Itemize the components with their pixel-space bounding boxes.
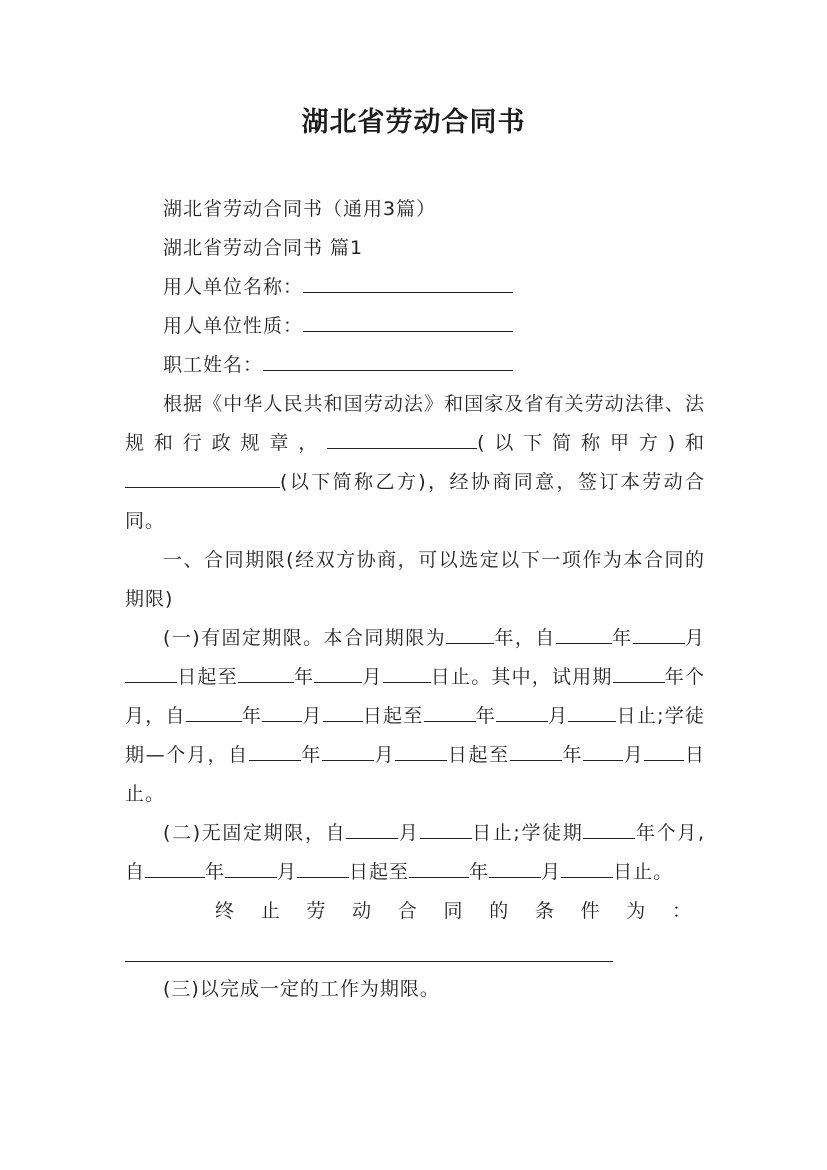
text-run: 日起至 bbox=[447, 744, 510, 766]
fill-blank bbox=[446, 619, 494, 644]
text-run: 日止。 bbox=[613, 861, 674, 883]
fill-blank bbox=[395, 736, 447, 761]
text-run: 日起至 bbox=[349, 861, 410, 883]
fill-blank bbox=[249, 736, 301, 761]
text-run: (一)有固定期限。本合同期限为 bbox=[163, 627, 447, 649]
field-employer-name bbox=[125, 268, 705, 307]
text-run: 年 bbox=[241, 705, 263, 727]
text-run: 年 bbox=[293, 666, 315, 688]
text-run: 根据《中华人民共和国劳动法》和国家及省有关劳动法律、法规和行政规章， bbox=[125, 393, 705, 454]
fill-blank bbox=[303, 307, 513, 332]
paragraph-termination-conditions: 终止劳动合同的条件为： bbox=[215, 900, 705, 922]
fill-blank bbox=[125, 937, 613, 962]
fill-blank bbox=[327, 424, 477, 449]
fill-blank bbox=[489, 853, 541, 878]
fill-blank bbox=[644, 736, 684, 761]
text-run: 年 bbox=[611, 627, 633, 649]
fill-blank bbox=[322, 736, 374, 761]
text-run: (以下简称乙方)，经协商同意，签订本劳动合同。 bbox=[125, 471, 705, 532]
fill-blank bbox=[346, 814, 398, 839]
text-run: (二)无固定期限，自 bbox=[163, 822, 347, 844]
fill-blank bbox=[238, 658, 294, 683]
fill-blank bbox=[496, 697, 548, 722]
paragraph-fixed-term bbox=[125, 619, 705, 814]
field-label: 职工姓名： bbox=[163, 354, 264, 376]
fill-blank bbox=[613, 658, 665, 683]
text-run: 日起至 bbox=[362, 705, 424, 727]
text-run: 日止。其中，试用期 bbox=[430, 666, 613, 688]
text-run: 年个月，自 bbox=[125, 666, 705, 727]
paragraph-section-heading: 湖北省劳动合同书 篇1 bbox=[163, 237, 364, 259]
document-body bbox=[125, 190, 705, 1009]
text-run: 月 bbox=[547, 705, 569, 727]
fill-blank bbox=[510, 736, 562, 761]
text-run: 月 bbox=[277, 861, 298, 883]
text-run: 日止;学徒期—个月，自 bbox=[125, 705, 705, 766]
fill-blank bbox=[561, 853, 613, 878]
text-run: 日止。 bbox=[125, 744, 705, 805]
fill-blank bbox=[583, 814, 635, 839]
fill-blank bbox=[125, 463, 280, 488]
paragraph-task-term: (三)以完成一定的工作为期限。 bbox=[163, 978, 440, 1000]
text-run: 年 bbox=[300, 744, 323, 766]
paragraph-open-term bbox=[125, 814, 705, 892]
fill-blank bbox=[125, 658, 177, 683]
text-run: (以下简称甲方)和 bbox=[477, 432, 705, 454]
field-label: 用人单位名称： bbox=[163, 276, 304, 298]
fill-blank bbox=[409, 853, 469, 878]
text-run: 月 bbox=[684, 627, 705, 649]
document-title: 湖北省劳动合同书 bbox=[301, 107, 526, 138]
text-run: 月 bbox=[623, 744, 645, 766]
text-run: 年，自 bbox=[494, 627, 556, 649]
fill-blank bbox=[556, 619, 612, 644]
text-run: 年 bbox=[475, 705, 496, 727]
fill-blank bbox=[263, 346, 513, 371]
fill-blank bbox=[303, 268, 513, 293]
field-employee-name bbox=[125, 346, 705, 385]
fill-blank bbox=[420, 814, 472, 839]
fill-blank bbox=[145, 853, 205, 878]
text-run: 年 bbox=[469, 861, 490, 883]
text-run: 月 bbox=[302, 705, 323, 727]
fill-blank bbox=[225, 853, 277, 878]
text-run: 年 bbox=[205, 861, 226, 883]
paragraph-basis bbox=[125, 385, 705, 541]
field-label: 用人单位性质： bbox=[163, 315, 304, 337]
text-run: 年 bbox=[561, 744, 584, 766]
paragraph-subtitle: 湖北省劳动合同书（通用3篇） bbox=[163, 198, 437, 220]
text-run: 日起至 bbox=[177, 666, 238, 688]
text-run: 月 bbox=[362, 666, 383, 688]
fill-blank bbox=[323, 697, 363, 722]
text-run: 月 bbox=[541, 861, 562, 883]
text-run: 年个月,自 bbox=[125, 822, 705, 883]
fill-blank bbox=[568, 697, 616, 722]
fill-blank bbox=[186, 697, 242, 722]
fill-blank bbox=[297, 853, 349, 878]
fill-blank bbox=[262, 697, 302, 722]
text-run: 日止;学徒期 bbox=[471, 822, 584, 844]
fill-blank bbox=[633, 619, 685, 644]
fill-blank bbox=[424, 697, 476, 722]
paragraph-contract-term: 一、合同期限(经双方协商，可以选定以下一项作为本合同的期限) bbox=[125, 549, 705, 610]
fill-blank bbox=[314, 658, 362, 683]
text-run: 月 bbox=[374, 744, 396, 766]
field-employer-type bbox=[125, 307, 705, 346]
termination-conditions-line bbox=[125, 931, 705, 970]
fill-blank bbox=[383, 658, 431, 683]
text-run: 月 bbox=[398, 822, 420, 844]
fill-blank bbox=[583, 736, 623, 761]
